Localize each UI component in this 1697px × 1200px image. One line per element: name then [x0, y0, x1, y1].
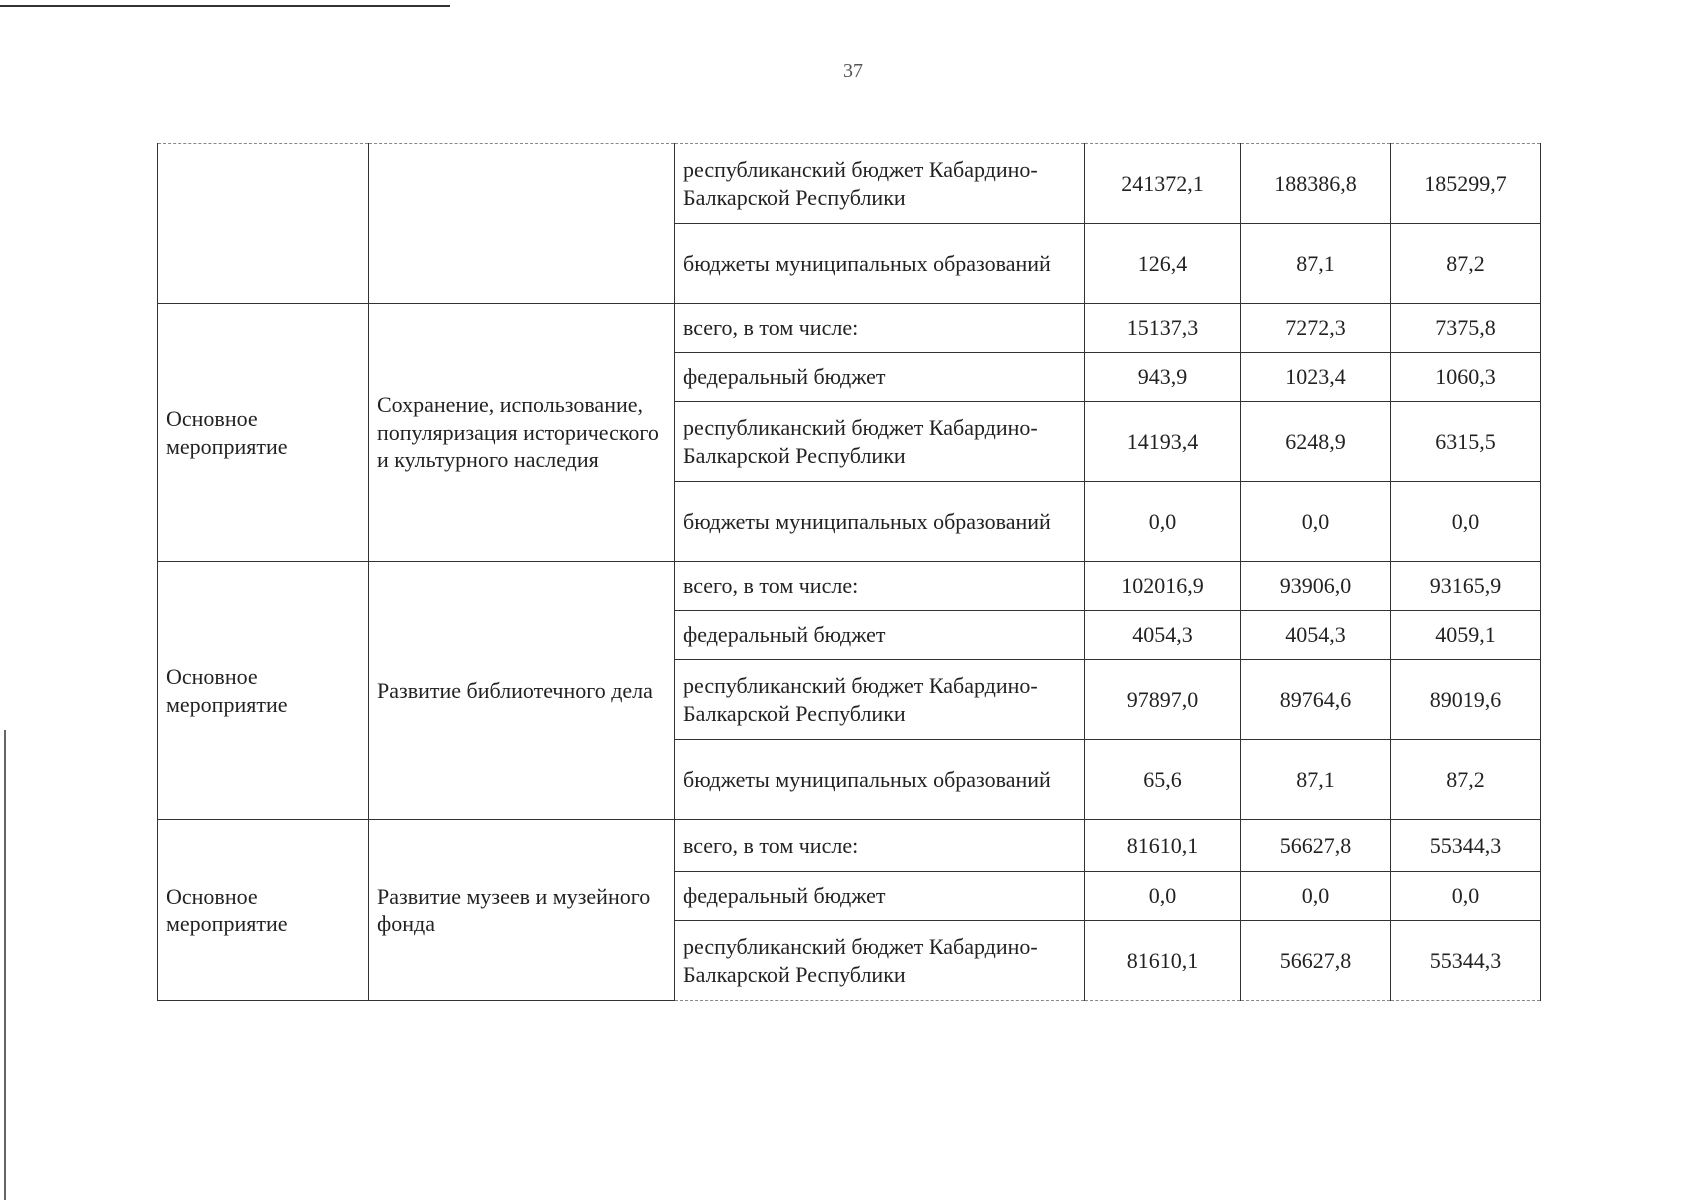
value-cell: 4059,1: [1391, 611, 1541, 660]
measure-name-cell: Развитие библиотечного дела: [369, 562, 675, 820]
funding-source-cell: федеральный бюджет: [675, 353, 1085, 402]
measure-type-cell: [158, 144, 369, 304]
measure-name-cell: Сохранение, использование, популяризация исторического и культурного наследия: [369, 304, 675, 562]
value-cell: 4054,3: [1085, 611, 1241, 660]
value-cell: 87,2: [1391, 740, 1541, 820]
measure-type-cell: Основное мероприятие: [158, 562, 369, 820]
funding-source-cell: республиканский бюджет Кабардино-Балкарской Республики: [675, 144, 1085, 224]
table-row: [158, 562, 1541, 611]
value-cell: 0,0: [1085, 872, 1241, 921]
value-cell: 87,1: [1241, 740, 1391, 820]
measure-type-cell: Основное мероприятие: [158, 820, 369, 1001]
value-cell: 81610,1: [1085, 921, 1241, 1001]
funding-source-cell: бюджеты муниципальных образований: [675, 482, 1085, 562]
funding-source-cell: федеральный бюджет: [675, 611, 1085, 660]
value-cell: 65,6: [1085, 740, 1241, 820]
page-number: 37: [843, 60, 863, 82]
funding-source-cell: бюджеты муниципальных образований: [675, 740, 1085, 820]
funding-source-cell: федеральный бюджет: [675, 872, 1085, 921]
value-cell: 6248,9: [1241, 402, 1391, 482]
funding-source-cell: всего, в том числе:: [675, 820, 1085, 872]
value-cell: 0,0: [1391, 482, 1541, 562]
measure-type-cell: Основное мероприятие: [158, 304, 369, 562]
scan-edge-line-top: [0, 5, 450, 7]
measure-name-cell: Развитие музеев и музейного фонда: [369, 820, 675, 1001]
value-cell: 943,9: [1085, 353, 1241, 402]
value-cell: 1023,4: [1241, 353, 1391, 402]
table-row: [158, 820, 1541, 872]
value-cell: 93165,9: [1391, 562, 1541, 611]
value-cell: 4054,3: [1241, 611, 1391, 660]
value-cell: 87,1: [1241, 224, 1391, 304]
value-cell: 6315,5: [1391, 402, 1541, 482]
value-cell: 89764,6: [1241, 660, 1391, 740]
funding-source-cell: республиканский бюджет Кабардино-Балкарской Республики: [675, 660, 1085, 740]
funding-source-cell: всего, в том числе:: [675, 562, 1085, 611]
value-cell: 15137,3: [1085, 304, 1241, 353]
funding-source-cell: бюджеты муниципальных образований: [675, 224, 1085, 304]
value-cell: 102016,9: [1085, 562, 1241, 611]
value-cell: 0,0: [1241, 872, 1391, 921]
value-cell: 7272,3: [1241, 304, 1391, 353]
funding-source-cell: республиканский бюджет Кабардино-Балкарской Республики: [675, 402, 1085, 482]
scan-edge-line-left: [4, 730, 6, 1200]
value-cell: 126,4: [1085, 224, 1241, 304]
measure-name-cell: [369, 144, 675, 304]
value-cell: 56627,8: [1241, 820, 1391, 872]
value-cell: 7375,8: [1391, 304, 1541, 353]
value-cell: 55344,3: [1391, 820, 1541, 872]
budget-table: [157, 143, 1541, 1001]
value-cell: 55344,3: [1391, 921, 1541, 1001]
value-cell: 0,0: [1391, 872, 1541, 921]
value-cell: 188386,8: [1241, 144, 1391, 224]
funding-source-cell: республиканский бюджет Кабардино-Балкарской Республики: [675, 921, 1085, 1001]
value-cell: 93906,0: [1241, 562, 1391, 611]
value-cell: 185299,7: [1391, 144, 1541, 224]
value-cell: 97897,0: [1085, 660, 1241, 740]
value-cell: 0,0: [1085, 482, 1241, 562]
value-cell: 56627,8: [1241, 921, 1391, 1001]
value-cell: 1060,3: [1391, 353, 1541, 402]
table-row: [158, 144, 1541, 224]
funding-source-cell: всего, в том числе:: [675, 304, 1085, 353]
value-cell: 89019,6: [1391, 660, 1541, 740]
value-cell: 14193,4: [1085, 402, 1241, 482]
value-cell: 81610,1: [1085, 820, 1241, 872]
value-cell: 87,2: [1391, 224, 1541, 304]
value-cell: 0,0: [1241, 482, 1391, 562]
table-row: [158, 304, 1541, 353]
value-cell: 241372,1: [1085, 144, 1241, 224]
